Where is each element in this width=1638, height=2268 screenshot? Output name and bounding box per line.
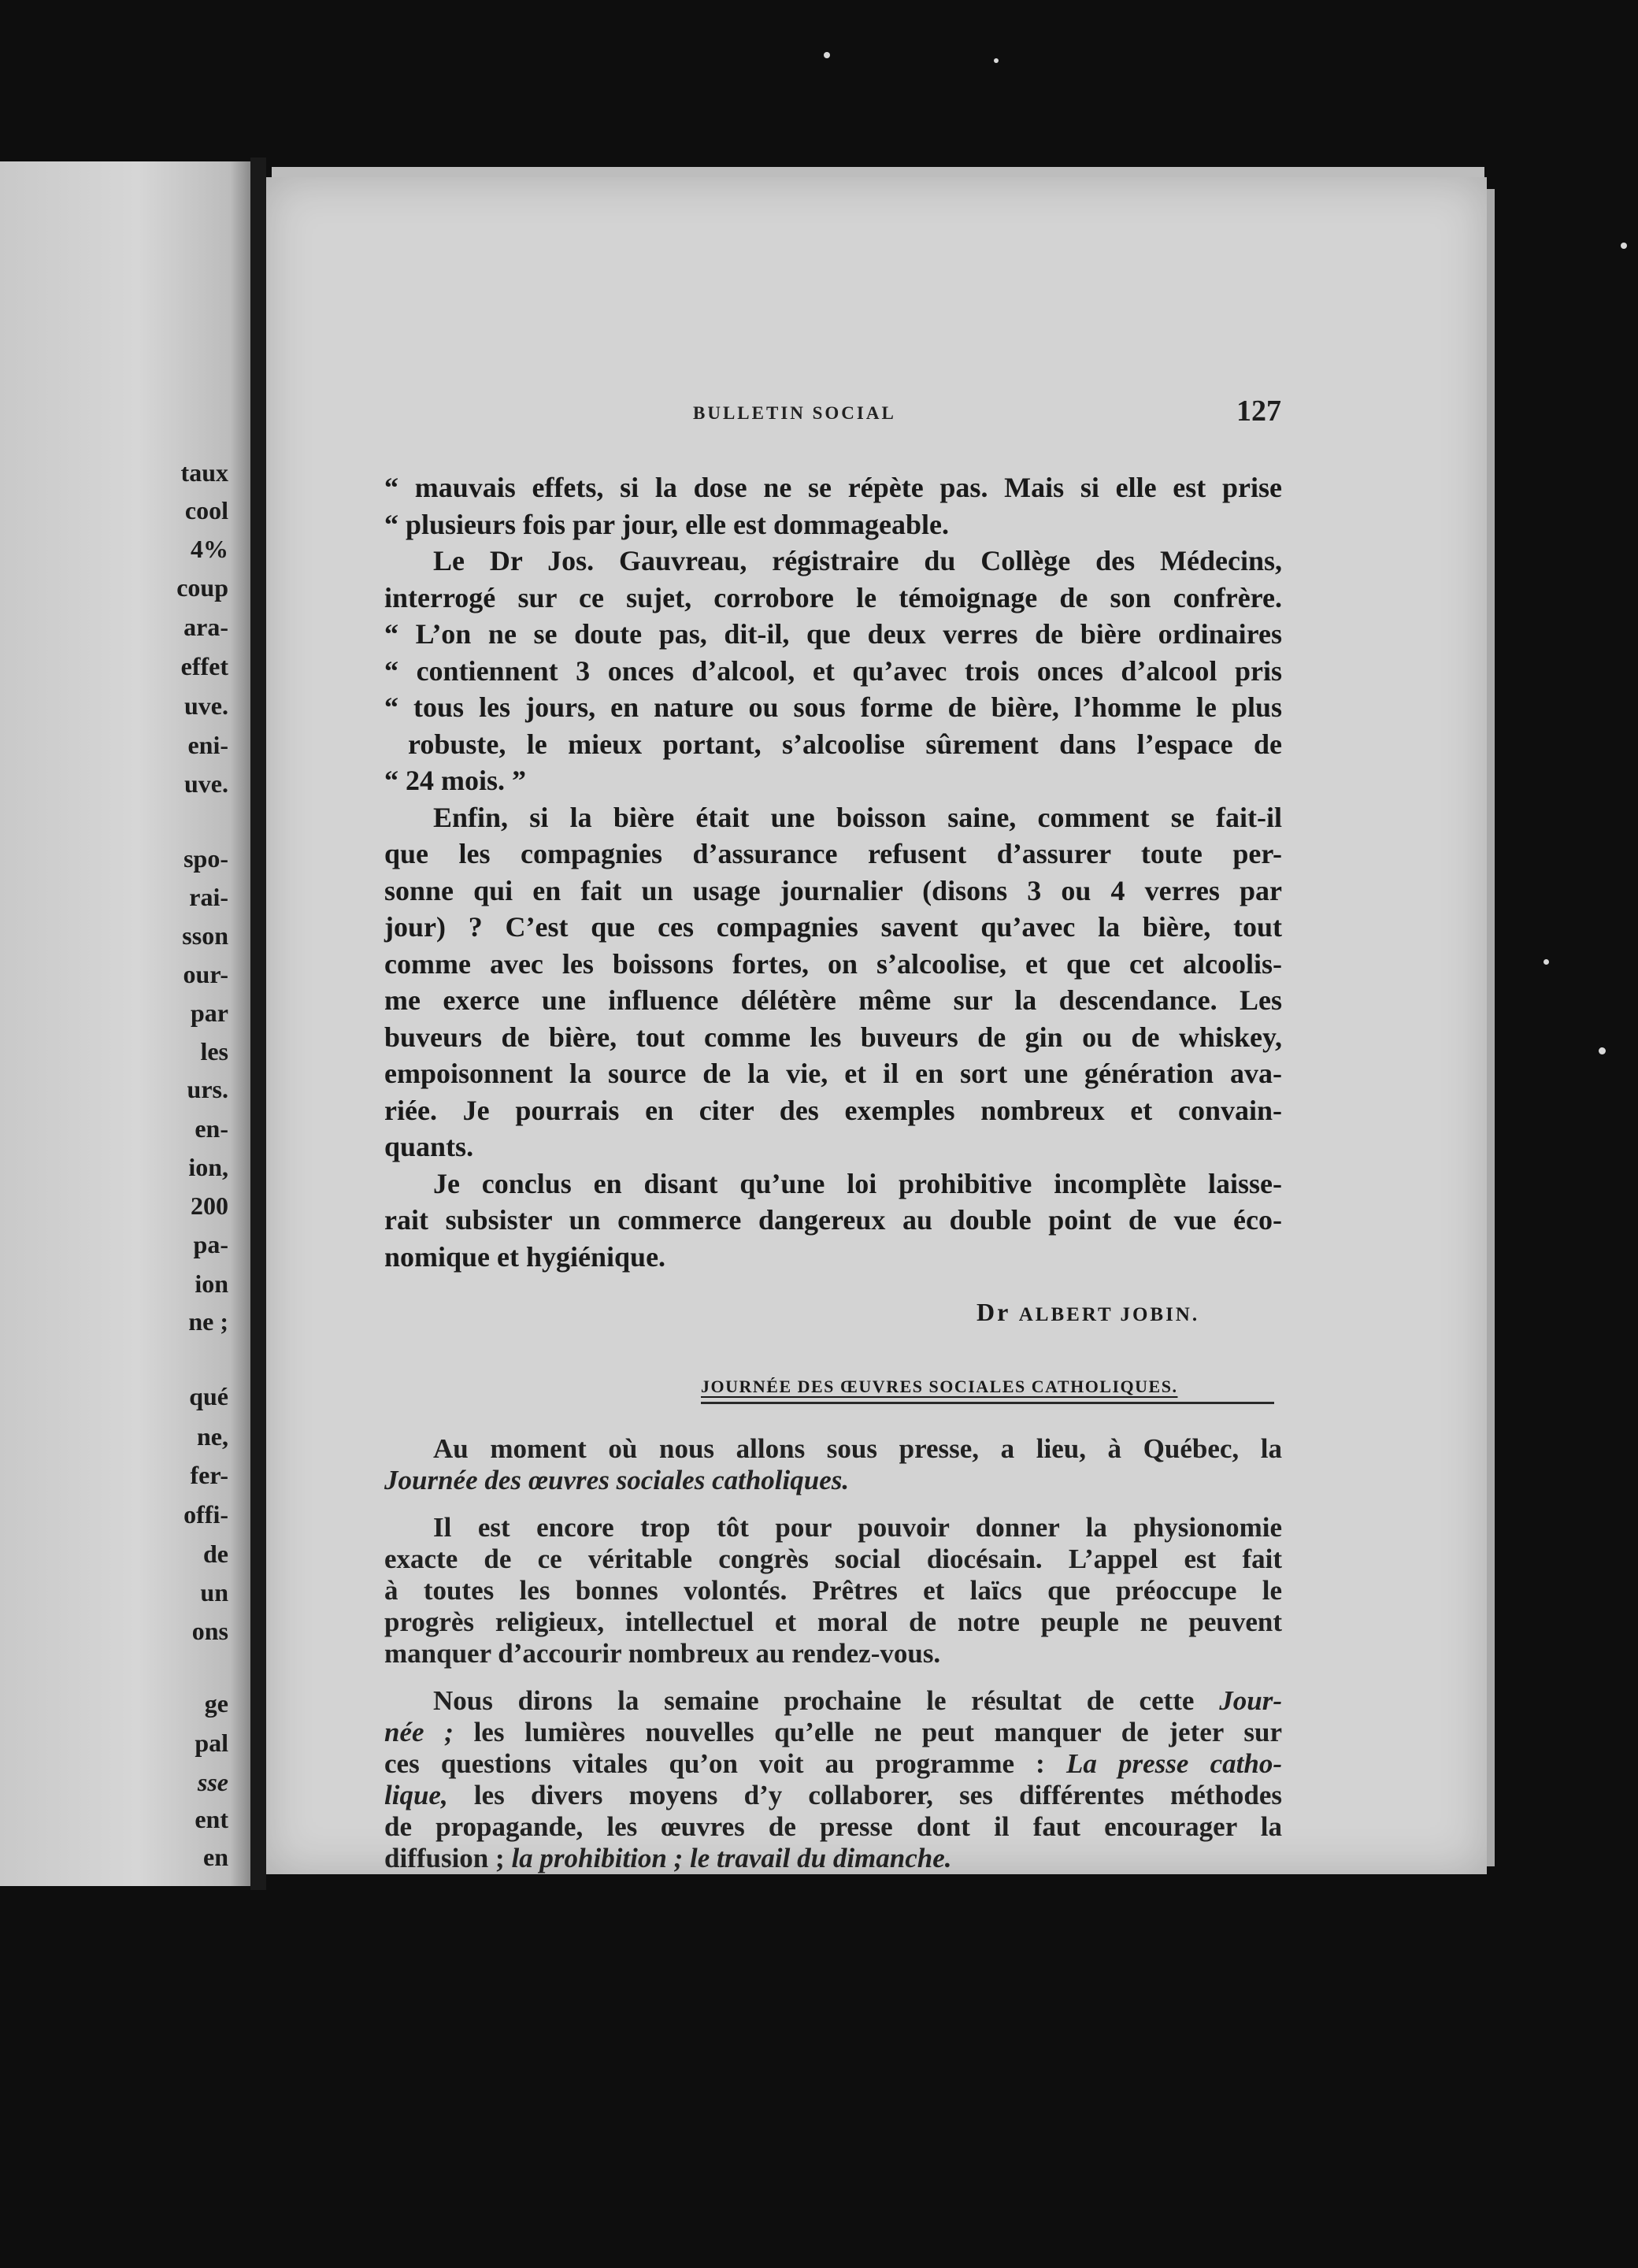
dust-speck xyxy=(1621,243,1627,249)
text-line: sonne qui en fait un usage journalier (disons 3 ou 4 verres par xyxy=(384,874,1282,906)
page-edge-top xyxy=(272,167,1484,178)
page-number: 127 xyxy=(1236,395,1281,428)
page-edge-right xyxy=(1487,189,1495,1866)
text-line: manquer d’accourir nombreux au rendez-vous. xyxy=(384,1638,941,1669)
facing-page-fragment: eni- xyxy=(187,731,228,759)
signature-prefix: Dr xyxy=(976,1298,1010,1326)
text-line xyxy=(384,1780,1282,1811)
italic-run: lique, xyxy=(384,1780,448,1810)
facing-page-fragment: ion xyxy=(195,1269,228,1298)
heading-rule xyxy=(701,1402,1274,1404)
facing-page-fragment: sse xyxy=(197,1768,228,1796)
text-line: de propagande, les œuvres de presse dont il faut encourager la xyxy=(384,1811,1282,1842)
text-line: buveurs de bière, tout comme les buveurs de gin ou de whiskey, xyxy=(384,1021,1282,1053)
text-line: “ 24 mois. ” xyxy=(384,765,526,796)
facing-page-fragment: ion, xyxy=(188,1153,228,1181)
italic-title: Journée des œuvres sociales catholiques. xyxy=(384,1465,850,1495)
facing-page-fragment: coup xyxy=(176,573,228,602)
text-line: quants. xyxy=(384,1131,474,1162)
text-run: diffusion ; xyxy=(384,1843,512,1873)
facing-page-fragment: pa- xyxy=(193,1230,228,1258)
text-line: robuste, le mieux portant, s’alcoolise sûrement dans l’espace de xyxy=(408,728,1282,760)
italic-run: la prohibition ; xyxy=(511,1843,684,1873)
text-run: les divers moyens d’y collaborer, ses différentes méthodes xyxy=(447,1780,1282,1810)
text-line: Il est encore trop tôt pour pouvoir donner la physionomie xyxy=(433,1512,1282,1543)
text-line: empoisonnent la source de la vie, et il en sort une génération ava- xyxy=(384,1058,1282,1089)
text-line: à toutes les bonnes volontés. Prêtres et laïcs que préoccupe le xyxy=(384,1575,1282,1606)
italic-run: Jour- xyxy=(1219,1685,1282,1716)
facing-page-fragment: ne, xyxy=(197,1422,228,1451)
facing-page-fragment: rai- xyxy=(189,883,228,911)
facing-page-fragment: taux xyxy=(180,458,228,487)
book-gutter xyxy=(250,158,266,1890)
text-line: comme avec les boissons fortes, on s’alcoolise, et que cet alcoolis- xyxy=(384,947,1282,980)
facing-page-fragment: sson xyxy=(182,921,228,950)
text-line: “ contiennent 3 onces d’alcool, et qu’avec trois onces d’alcool pris xyxy=(384,654,1282,687)
text-line: me exerce une influence délétère même sur la descendance. Les xyxy=(384,984,1282,1016)
facing-page-fragment: ent xyxy=(195,1805,228,1833)
facing-page-fragment: cool xyxy=(184,496,228,524)
facing-page-fragment: ara- xyxy=(183,613,228,641)
dust-speck xyxy=(824,52,830,58)
author-signature xyxy=(976,1298,1199,1327)
facing-page-fragment: 200 xyxy=(191,1191,228,1220)
text-line xyxy=(384,1843,1282,1874)
text-line: Je conclus en disant qu’une loi prohibitive incomplète laisse- xyxy=(433,1167,1282,1199)
article-journee xyxy=(384,1433,1282,1874)
running-head: BULLETIN SOCIAL xyxy=(693,403,896,423)
text-line: jour) ? C’est que ces compagnies savent qu’avec la bière, tout xyxy=(384,911,1282,943)
text-run: les lumières nouvelles qu’elle ne peut manquer de jeter sur xyxy=(453,1717,1282,1747)
facing-page-fragment: 4% xyxy=(191,535,228,563)
facing-page-fragment: urs. xyxy=(187,1075,228,1103)
facing-page-fragment: fer- xyxy=(190,1461,228,1489)
text-line: Enfin, si la bière était une boisson saine, comment se fait-il xyxy=(433,801,1282,833)
italic-run: La presse catho- xyxy=(1066,1748,1282,1779)
facing-page-fragment: pal xyxy=(195,1729,228,1757)
text-line: progrès religieux, intellectuel et moral de notre peuple ne peuvent xyxy=(384,1606,1282,1637)
text-line: que les compagnies d’assurance refusent d’assurer toute per- xyxy=(384,838,1282,869)
facing-page-fragment: en xyxy=(203,1843,228,1871)
text-line: Le Dr Jos. Gauvreau, régistraire du Collège des Médecins, xyxy=(433,545,1282,576)
text-line: “ L’on ne se doute pas, dit-il, que deux verres de bière ordinaires xyxy=(384,618,1282,650)
facing-page-fragment: de xyxy=(203,1540,228,1568)
text-line xyxy=(384,1465,1282,1496)
facing-page-fragment: un xyxy=(200,1578,228,1606)
text-line: nomique et hygiénique. xyxy=(384,1240,666,1273)
dust-speck xyxy=(1544,959,1549,965)
article-continuation xyxy=(384,469,1282,1275)
facing-page-fragment: ons xyxy=(191,1617,228,1645)
dust-speck xyxy=(994,58,999,63)
facing-page-fragment: effet xyxy=(180,652,228,680)
text-run: Nous dirons la semaine prochaine le résultat de cette xyxy=(433,1685,1220,1716)
signature-name: ALBERT JOBIN. xyxy=(1018,1304,1200,1325)
text-line xyxy=(384,1748,1282,1780)
facing-page-fragment: par xyxy=(191,999,228,1027)
facing-page-fragment: uve. xyxy=(184,769,228,798)
text-line: exacte de ce véritable congrès social diocésain. L’appel est fait xyxy=(384,1544,1282,1574)
facing-page-fragment: qué xyxy=(189,1382,228,1410)
facing-page-fragment: our- xyxy=(183,960,228,988)
text-line: interrogé sur ce sujet, corrobore le témoignage de son confrère. xyxy=(384,581,1282,613)
text-line: Au moment où nous allons sous presse, a lieu, à Québec, la xyxy=(433,1433,1282,1464)
facing-page-fragment: offi- xyxy=(183,1500,228,1529)
text-run: ces questions vitales qu’on voit au programme : xyxy=(384,1748,1066,1779)
text-line xyxy=(384,1685,1282,1717)
italic-run: née ; xyxy=(384,1717,454,1747)
text-line: “ mauvais effets, si la dose ne se répète pas. Mais si elle est prise xyxy=(384,472,1282,503)
text-line: “ tous les jours, en nature ou sous forme de bière, l’homme le plus xyxy=(384,691,1282,723)
text-line: rait subsister un commerce dangereux au double point de vue éco- xyxy=(384,1204,1282,1236)
section-heading: JOURNÉE DES ŒUVRES SOCIALES CATHOLIQUES. xyxy=(701,1377,1178,1396)
facing-page-fragment: en- xyxy=(195,1114,228,1143)
facing-page-fragment: ne ; xyxy=(188,1307,228,1336)
dust-speck xyxy=(1599,1047,1606,1054)
text-line: “ plusieurs fois par jour, elle est dommageable. xyxy=(384,508,949,540)
facing-page-fragment: spo- xyxy=(183,844,228,873)
text-line xyxy=(384,1717,1282,1748)
facing-page-fragment: ge xyxy=(204,1689,228,1718)
text-line: riée. Je pourrais en citer des exemples nombreux et convain- xyxy=(384,1094,1282,1126)
facing-page-fragment: uve. xyxy=(184,691,228,720)
italic-run: le travail du dimanche. xyxy=(683,1843,952,1873)
facing-page-fragment: les xyxy=(200,1037,228,1065)
